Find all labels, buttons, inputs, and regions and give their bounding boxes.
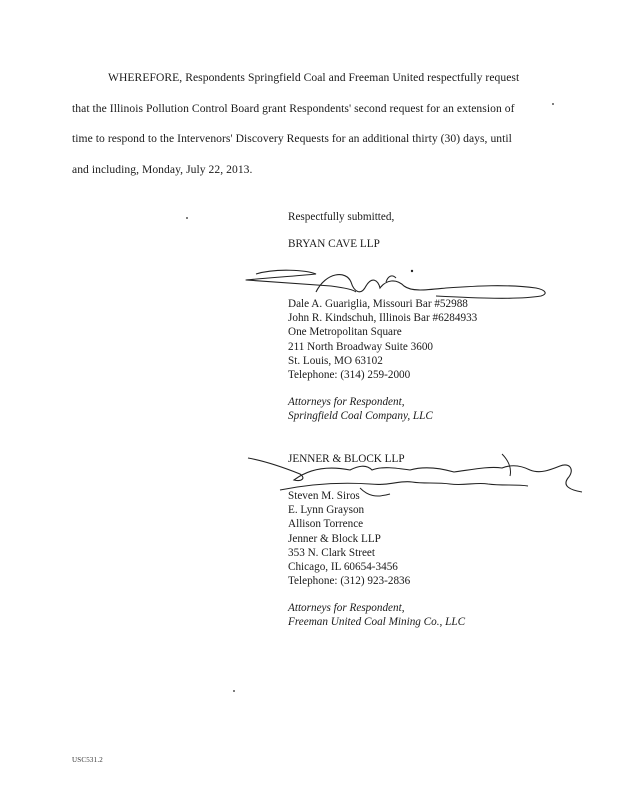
paragraph-line-2: that the Illinois Pollution Control Board grant Respondents' second request for an extension of: [72, 101, 515, 115]
paragraph-line-4: and including, Monday, July 22, 2013.: [72, 162, 253, 176]
firm2-address-2: 353 N. Clark Street: [288, 546, 375, 559]
firm2-address-1: Jenner & Block LLP: [288, 532, 381, 545]
closing-block: [288, 210, 394, 224]
firm2-attorney-2: E. Lynn Grayson: [288, 504, 365, 517]
paragraph-line-3: time to respond to the Intervenors' Discovery Requests for an additional thirty (30) days, until: [72, 132, 512, 145]
scan-speck: [233, 690, 235, 692]
firm1-address-3: St. Louis, MO 63102: [288, 354, 383, 367]
firm2-role-2: Freeman United Coal Mining Co., LLC: [288, 616, 466, 629]
firm1-telephone: Telephone: (314) 259-2000: [288, 369, 411, 382]
paragraph-line-1: WHEREFORE, Respondents Springfield Coal and Freeman United respectfully request: [108, 71, 520, 84]
closing-text: Respectfully submitted,: [288, 211, 395, 223]
scan-speck: [552, 103, 554, 105]
firm1-name-text: BRYAN CAVE LLP: [288, 238, 380, 250]
firm2-attorney-3: Allison Torrence: [288, 518, 364, 531]
firm2-name-text: JENNER & BLOCK LLP: [288, 453, 405, 465]
firm2-role-1: Attorneys for Respondent,: [288, 602, 405, 614]
firm2-telephone: Telephone: (312) 923-2836: [288, 575, 411, 588]
firm2-role: [288, 601, 465, 629]
document-code: USC531.2: [72, 756, 103, 764]
firm1-attorney-1: Dale A. Guariglia, Missouri Bar #52988: [288, 298, 468, 310]
firm2-name: [288, 452, 405, 466]
firm1-attorneys: [288, 297, 477, 382]
firm2-attorney-1: Steven M. Siros: [288, 490, 360, 502]
firm1-role-2: Springfield Coal Company, LLC: [288, 410, 433, 423]
firm1-address-2: 211 North Broadway Suite 3600: [288, 340, 434, 353]
firm1-role: [288, 395, 433, 423]
firm1-role-1: Attorneys for Respondent,: [288, 396, 405, 408]
firm1-attorney-2: John R. Kindschuh, Illinois Bar #6284933: [288, 312, 478, 325]
scan-speck: [186, 217, 188, 219]
firm2-address-3: Chicago, IL 60654-3456: [288, 561, 398, 574]
firm1-address-1: One Metropolitan Square: [288, 326, 402, 339]
firm1-name: [288, 237, 380, 251]
wherefore-paragraph: [72, 63, 552, 185]
firm2-attorneys: [288, 489, 410, 588]
